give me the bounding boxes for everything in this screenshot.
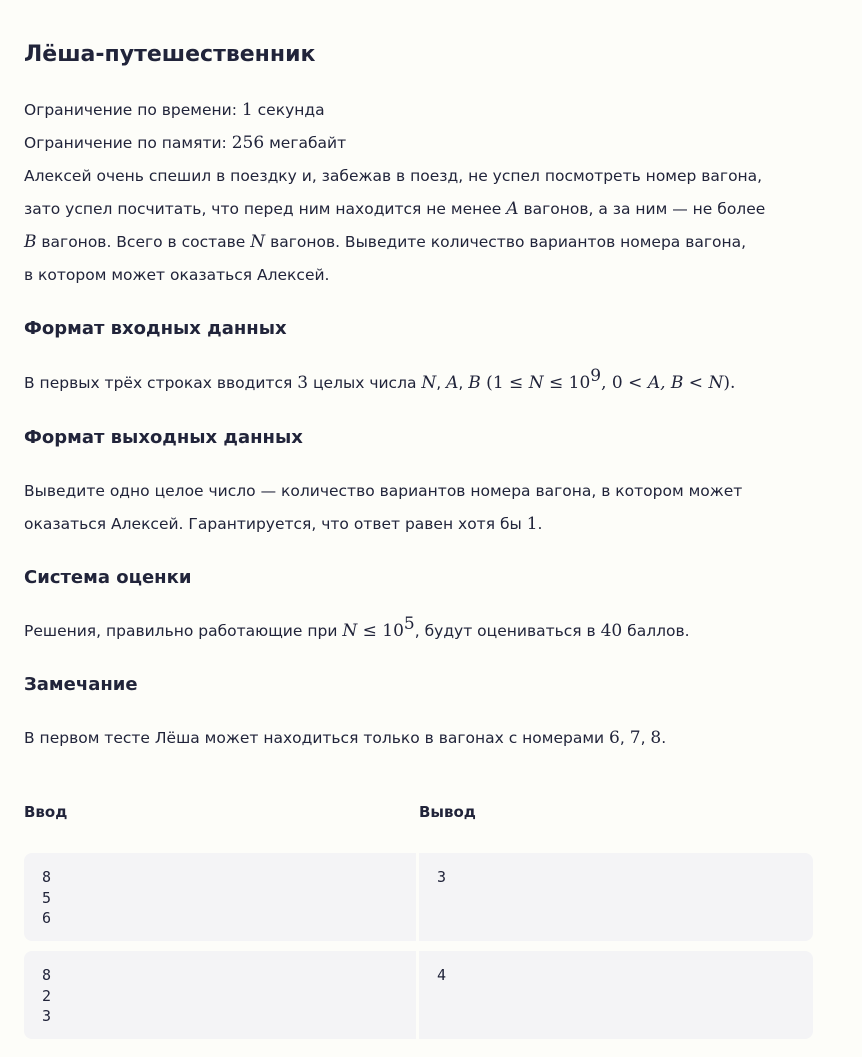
math-number: 6 <box>609 728 620 748</box>
examples-input-header: Ввод <box>24 803 68 821</box>
memory-limit-value: 256 <box>231 133 265 153</box>
math-var-n: N <box>342 621 358 641</box>
examples-output-header: Вывод <box>419 803 476 821</box>
separator: , <box>640 729 651 747</box>
separator: , <box>458 374 469 392</box>
note-text-part: В первом тесте Лёша может находиться только в вагонах с номерами <box>24 729 610 747</box>
input-format-text-part: В первых трёх строках вводится <box>24 374 298 392</box>
problem-title: Лёша-путешественник <box>24 42 316 67</box>
statement-line-3 <box>24 231 746 253</box>
statement-text: зато успел посчитать, что перед ним находится не менее <box>24 200 507 218</box>
statement-text: вагонов. Всего в составе <box>36 233 251 251</box>
memory-limit-unit: мегабайт <box>264 134 347 152</box>
output-format-line-1: Выведите одно целое число — количество вариантов номера вагона, в котором может <box>24 482 743 500</box>
math-var-a: A <box>506 199 519 219</box>
separator: , <box>619 729 630 747</box>
math-operator: < <box>683 373 709 393</box>
input-format-text-part: целых числа <box>308 374 422 392</box>
math-paren: ). <box>723 373 736 393</box>
statement-text: вагонов. Выведите количество вариантов номера вагона, <box>265 233 747 251</box>
math-var-n: N <box>528 373 544 393</box>
math-number: 7 <box>629 728 641 748</box>
math-var-b: B <box>24 232 37 252</box>
memory-limit <box>24 132 346 154</box>
statement-line-4: в котором может оказаться Алексей. <box>24 266 330 284</box>
example-value: 6 <box>42 909 52 927</box>
example-value: 8 <box>42 868 52 886</box>
math-var-b: B <box>468 373 481 393</box>
example-value: 5 <box>42 888 52 907</box>
input-format-text <box>24 366 736 394</box>
math-operator: ≤ <box>503 373 529 393</box>
scoring-heading: Система оценки <box>24 567 192 588</box>
scoring-text-part: баллов. <box>622 622 690 640</box>
math-operator: < <box>622 373 648 393</box>
scoring-text <box>24 614 690 642</box>
example-value: 3 <box>42 1007 52 1025</box>
time-limit-unit: секунда <box>252 101 325 119</box>
math-var-n: N <box>708 373 724 393</box>
math-number: 40 <box>600 621 623 641</box>
math-number: 3 <box>297 373 309 393</box>
output-format-text: . <box>537 515 543 533</box>
output-format-heading: Формат выходных данных <box>24 427 303 448</box>
example-1-input[interactable] <box>24 853 416 941</box>
statement-line-2 <box>24 198 765 220</box>
math-operator: ≤ <box>543 373 569 393</box>
note-heading: Замечание <box>24 674 138 695</box>
separator: , <box>436 374 447 392</box>
note-text <box>24 727 666 749</box>
time-limit-label: Ограничение по времени: <box>24 101 242 119</box>
output-format-line-2 <box>24 513 542 535</box>
scoring-text-part: , будут оцениваться в <box>414 622 601 640</box>
math-vars-ab: A, B <box>647 373 684 393</box>
time-limit-value: 1 <box>241 100 253 120</box>
math-var-a: A <box>446 373 459 393</box>
math-paren: ( <box>480 373 493 393</box>
statement-line-1: Алексей очень спешил в поездку и, забежав в поезд, не успел посмотреть номер вагона, <box>24 167 763 185</box>
example-value: 2 <box>42 986 52 1005</box>
scoring-text-part: Решения, правильно работающие при <box>24 622 343 640</box>
time-limit <box>24 99 325 121</box>
math-operator: ≤ <box>357 621 383 641</box>
math-number: 10 <box>568 373 591 393</box>
example-1-output[interactable] <box>419 853 813 941</box>
math-number: , 0 <box>601 373 623 393</box>
example-2-input[interactable] <box>24 951 416 1039</box>
statement-text: вагонов, а за ним — не более <box>518 200 766 218</box>
math-var-n: N <box>250 232 266 252</box>
example-value: 3 <box>437 868 447 886</box>
memory-limit-label: Ограничение по памяти: <box>24 134 232 152</box>
math-number: 1 <box>526 514 538 534</box>
separator: . <box>661 729 667 747</box>
math-number: 1 <box>492 373 504 393</box>
math-number: 10 <box>382 621 404 641</box>
example-value: 8 <box>42 966 52 984</box>
math-number: 8 <box>650 728 662 748</box>
output-format-text: оказаться Алексей. Гарантируется, что ответ равен хотя бы <box>24 515 527 533</box>
example-2-output[interactable] <box>419 951 813 1039</box>
math-exponent: 5 <box>403 614 415 634</box>
math-var-n: N <box>421 373 437 393</box>
math-exponent: 9 <box>590 366 602 386</box>
example-value: 4 <box>437 966 447 984</box>
input-format-heading: Формат входных данных <box>24 318 287 339</box>
